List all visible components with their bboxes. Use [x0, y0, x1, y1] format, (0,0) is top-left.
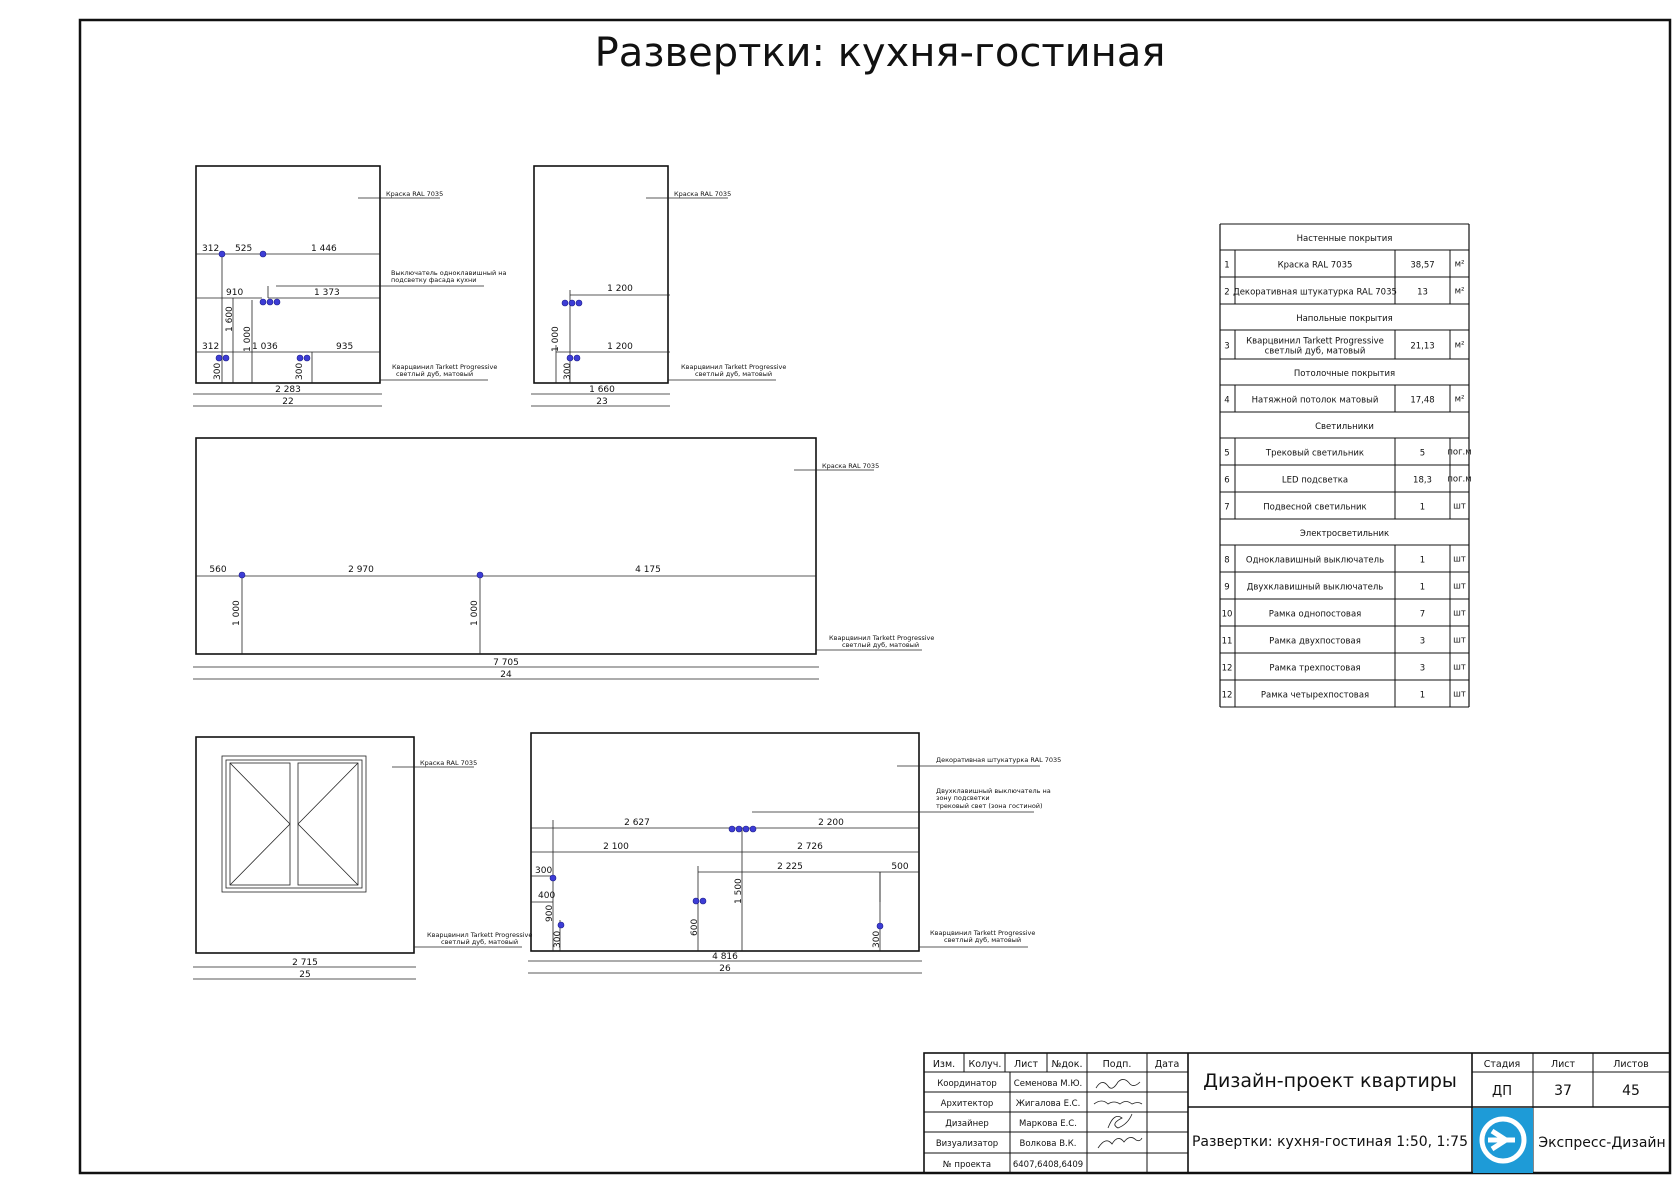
spec-row-name: Трековый светильник [1265, 448, 1365, 459]
v22-dim-1446: 1 446 [311, 244, 337, 254]
v26-label-plaster: Декоративная штукатурка RAL 7035 [936, 756, 1062, 764]
spec-row-number: 3 [1224, 341, 1230, 352]
spec-row-qty: 17,48 [1410, 395, 1435, 406]
v22-dim-300a: 300 [213, 362, 223, 380]
spec-row-number: 2 [1224, 287, 1230, 298]
v22-dim-910: 910 [226, 288, 244, 298]
spec-row-qty: 1 [1419, 555, 1426, 566]
v22-dim-1373: 1 373 [314, 288, 340, 298]
spec-row-name-2: светлый дуб, матовый [1264, 346, 1366, 357]
v26-dim-4816: 4 816 [712, 952, 738, 962]
spec-section-title: Потолочные покрытия [1293, 369, 1396, 379]
v26-label-floor-2: светлый дуб, матовый [944, 936, 1022, 944]
spec-row-number: 4 [1224, 395, 1230, 406]
v26-dim-300a: 300 [535, 866, 553, 876]
v23-number: 23 [596, 397, 608, 407]
spec-table [1220, 224, 1472, 707]
spec-row-number: 12 [1221, 663, 1233, 674]
spec-row-number: 5 [1224, 448, 1230, 459]
v26-dim-400: 400 [538, 891, 556, 901]
spec-row-number: 7 [1224, 502, 1230, 513]
view-24 [193, 438, 934, 680]
tb-role-4: № проекта [942, 1160, 992, 1170]
v23-dim-1200a: 1 200 [607, 284, 633, 294]
v22-label-floor-1: Кварцвинил Tarkett Progressive [392, 363, 498, 371]
spec-row-qty: 1 [1419, 502, 1426, 513]
v22-label-switch-2: подсветку фасада кухни [391, 276, 477, 284]
spec-section-title: Напольные покрытия [1296, 314, 1393, 324]
tb-sheet: 37 [1554, 1083, 1572, 1099]
spec-section-title: Электросветильник [1299, 529, 1390, 539]
tb-role-3: Визуализатор [935, 1139, 999, 1149]
v23-label-paint: Краска RAL 7035 [674, 190, 732, 198]
v23-dim-1000: 1 000 [551, 326, 561, 352]
tb-header-koluch: Колуч. [968, 1059, 1002, 1070]
v23-label-floor-1: Кварцвинил Tarkett Progressive [681, 363, 787, 371]
v23-dim-1660: 1 660 [589, 385, 615, 395]
spec-row-name: Одноклавишный выключатель [1245, 555, 1385, 566]
v22-dim-312b: 312 [202, 342, 220, 352]
v26-label-switch-1: Двухклавишный выключатель на [936, 787, 1051, 795]
spec-row-name: Кварцвинил Tarkett Progressive [1246, 336, 1384, 347]
v24-dim-7705: 7 705 [493, 658, 519, 668]
tb-role-0: Координатор [937, 1079, 997, 1089]
v24-dim-1000a: 1 000 [232, 600, 242, 626]
v26-dim-2627: 2 627 [624, 818, 650, 828]
spec-row-unit: шт [1453, 689, 1466, 700]
spec-row-name: Краска RAL 7035 [1277, 260, 1353, 271]
spec-row-qty: 5 [1419, 448, 1426, 459]
tb-sheet-label: Лист [1550, 1059, 1576, 1070]
v24-dim-4175: 4 175 [635, 565, 661, 575]
spec-row-name: Рамка четырехпостовая [1260, 690, 1370, 701]
spec-row-qty: 13 [1417, 287, 1428, 298]
spec-row-name: LED подсветка [1281, 475, 1349, 486]
view-26 [528, 733, 1061, 974]
spec-row-unit: м² [1454, 394, 1465, 405]
v26-dim-500: 500 [891, 862, 909, 872]
v26-label-floor-1: Кварцвинил Tarkett Progressive [930, 929, 1036, 937]
v26-label-switch-2: зону подсветки [936, 794, 990, 802]
tb-role-2: Дизайнер [945, 1119, 989, 1129]
spec-row-qty: 38,57 [1410, 260, 1435, 271]
spec-row-name: Натяжной потолок матовый [1251, 395, 1379, 406]
spec-row-unit: шт [1453, 635, 1466, 646]
v26-dim-600: 600 [690, 918, 700, 936]
spec-row-qty: 18,3 [1413, 475, 1432, 486]
spec-section-title: Настенные покрытия [1296, 234, 1393, 244]
spec-row-unit: шт [1453, 662, 1466, 673]
v26-dim-300c: 300 [872, 930, 882, 948]
v22-label-floor-2: светлый дуб, матовый [396, 370, 474, 378]
spec-row-unit: шт [1453, 608, 1466, 619]
view-25 [193, 737, 532, 980]
signature-0 [1096, 1079, 1140, 1088]
v26-dim-2225: 2 225 [777, 862, 803, 872]
spec-row-name: Подвесной светильник [1263, 502, 1367, 513]
spec-row-number: 8 [1224, 555, 1230, 566]
v23-label-floor-2: светлый дуб, матовый [695, 370, 773, 378]
view-22 [193, 166, 506, 407]
spec-row-unit: м² [1454, 259, 1465, 270]
spec-row-name: Рамка двухпостовая [1269, 636, 1361, 647]
v26-dim-900: 900 [545, 904, 555, 922]
v22-dim-312a: 312 [202, 244, 220, 254]
tb-role-1: Архитектор [940, 1099, 994, 1109]
v23-dim-1200b: 1 200 [607, 342, 633, 352]
tb-sheets: 45 [1622, 1083, 1640, 1099]
signature-3 [1098, 1137, 1142, 1148]
spec-row-unit: м² [1454, 340, 1465, 351]
page-title: Развертки: кухня-гостиная [594, 30, 1166, 76]
spec-row-qty: 7 [1419, 609, 1426, 620]
spec-row-qty: 3 [1419, 663, 1426, 674]
spec-row-number: 10 [1221, 609, 1233, 620]
v25-number: 25 [299, 970, 311, 980]
v26-dim-300b: 300 [553, 930, 563, 948]
sheet-frame [80, 20, 1670, 1173]
spec-row-number: 1 [1224, 260, 1230, 271]
tb-name-2: Маркова Е.С. [1019, 1119, 1077, 1129]
v22-dim-525: 525 [235, 244, 253, 254]
spec-row-number: 12 [1221, 690, 1233, 701]
tb-company: Экспресс-Дизайн [1538, 1135, 1666, 1151]
v25-label-floor-1: Кварцвинил Tarkett Progressive [427, 931, 533, 939]
v22-dim-300b: 300 [295, 362, 305, 380]
v25-label-paint: Краска RAL 7035 [420, 759, 478, 767]
v26-number: 26 [719, 964, 731, 974]
spec-row-name: Рамка трехпостовая [1269, 663, 1361, 674]
tb-name-3: Волкова В.К. [1019, 1139, 1077, 1149]
v24-label-floor-1: Кварцвинил Tarkett Progressive [829, 634, 935, 642]
v25-label-floor-2: светлый дуб, матовый [441, 938, 519, 946]
tb-header-izm: Изм. [932, 1059, 956, 1070]
tb-stage-label: Стадия [1483, 1059, 1521, 1070]
tb-project: Дизайн-проект квартиры [1203, 1070, 1457, 1092]
tb-sheets-label: Листов [1613, 1059, 1649, 1070]
v24-number: 24 [500, 670, 512, 680]
v22-dim-1036: 1 036 [252, 342, 278, 352]
tb-header-list: Лист [1013, 1059, 1039, 1070]
v26-dim-2726: 2 726 [797, 842, 823, 852]
v24-label-floor-2: светлый дуб, матовый [842, 641, 920, 649]
v24-dim-1000b: 1 000 [470, 600, 480, 626]
v26-dim-1500: 1 500 [734, 878, 744, 904]
signature-1 [1094, 1101, 1142, 1104]
tb-name-4: 6407,6408,6409 [1012, 1160, 1084, 1170]
v26-dim-2200: 2 200 [818, 818, 844, 828]
v26-dim-2100: 2 100 [603, 842, 629, 852]
spec-row-unit: шт [1453, 554, 1466, 565]
v22-label-paint: Краска RAL 7035 [386, 190, 444, 198]
tb-name-0: Семенова М.Ю. [1013, 1079, 1083, 1089]
spec-row-qty: 3 [1419, 636, 1426, 647]
v23-dim-300: 300 [563, 362, 573, 380]
v22-dim-1600: 1 600 [225, 306, 235, 332]
v24-label-paint: Краска RAL 7035 [822, 462, 880, 470]
spec-row-unit: шт [1453, 581, 1466, 592]
spec-row-number: 6 [1224, 475, 1230, 486]
signature-2 [1108, 1114, 1132, 1128]
tb-header-podp: Подп. [1102, 1059, 1132, 1070]
v22-dim-2283: 2 283 [275, 385, 301, 395]
v26-label-switch-3: трековый свет (зона гостиной) [936, 802, 1043, 810]
v22-number: 22 [282, 397, 294, 407]
tb-header-ndok: №док. [1051, 1059, 1083, 1070]
spec-row-unit: шт [1453, 501, 1466, 512]
view-23 [531, 166, 786, 407]
spec-row-unit: пог.м [1447, 447, 1472, 458]
v22-dim-1000: 1 000 [243, 326, 253, 352]
v25-dim-2715: 2 715 [292, 958, 318, 968]
spec-row-unit: м² [1454, 286, 1465, 297]
spec-section-title: Светильники [1315, 422, 1374, 432]
tb-sheet-title: Развертки: кухня-гостиная 1:50, 1:75 [1191, 1134, 1469, 1150]
v22-dim-935: 935 [336, 342, 354, 352]
spec-row-number: 9 [1224, 582, 1230, 593]
spec-row-qty: 1 [1419, 690, 1426, 701]
tb-header-data: Дата [1154, 1059, 1180, 1070]
spec-row-name: Двухклавишный выключатель [1246, 582, 1384, 593]
spec-row-name: Декоративная штукатурка RAL 7035 [1233, 287, 1397, 298]
v22-label-switch-1: Выключатель одноклавишный на [391, 269, 507, 277]
spec-row-qty: 21,13 [1410, 341, 1435, 352]
tb-stage: ДП [1492, 1084, 1512, 1099]
v24-dim-560: 560 [209, 565, 227, 575]
spec-row-name: Рамка однопостовая [1268, 609, 1362, 620]
spec-row-number: 11 [1221, 636, 1233, 647]
v24-dim-2970: 2 970 [348, 565, 374, 575]
spec-row-qty: 1 [1419, 582, 1426, 593]
tb-name-1: Жигалова Е.С. [1015, 1099, 1081, 1109]
spec-row-unit: пог.м [1447, 474, 1472, 485]
title-block [924, 1053, 1670, 1173]
